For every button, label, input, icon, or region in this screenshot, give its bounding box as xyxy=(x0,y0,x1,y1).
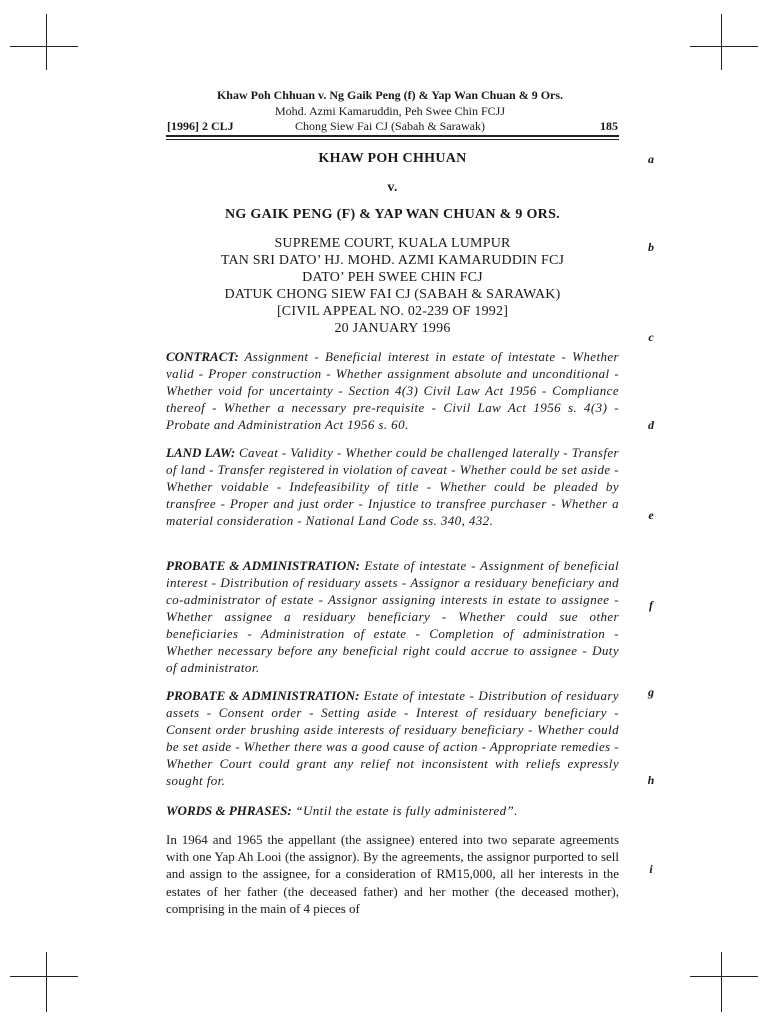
court-line: 20 JANUARY 1996 xyxy=(334,321,451,336)
margin-letter: d xyxy=(648,418,654,432)
crop-mark xyxy=(10,976,78,977)
catchword-heading: CONTRACT: xyxy=(166,349,239,364)
margin-letter: b xyxy=(648,240,654,254)
court-line: DATUK CHONG SIEW FAI CJ (SABAH & SARAWAK) xyxy=(224,287,561,302)
page-number: 185 xyxy=(600,119,618,133)
running-header-judges: Chong Siew Fai CJ (Sabah & Sarawak) xyxy=(295,119,485,133)
court-line: TAN SRI DATO’ HJ. MOHD. AZMI KAMARUDDIN FCJ xyxy=(220,253,565,268)
margin-letter: e xyxy=(648,508,654,522)
crop-mark xyxy=(46,952,47,1012)
margin-letter: h xyxy=(647,773,655,787)
crop-mark xyxy=(10,46,78,47)
header-rule xyxy=(166,135,619,137)
headnote-body-paragraph: In 1964 and 1965 the appellant (the assignee) entered into two separate agreements with one Yap Ah Looi (the assignor). By the agreements, the assignor purported to sell and assign to the assignee, for a consideration of RM15,000, all her interests in the estates of her father (the deceased father) and her mother (the deceased mother), comprising in the main of 4 pieces of xyxy=(166,832,619,916)
catchword-text: Assignment - Beneficial interest in estate of intestate - Whether valid - Proper construction - Whether assignment absolute and unconditional - Whether void for uncertainty - Section 4(3) Civil Law Act 1956 - Compliance thereof - Whether a necessary pre-requisite - Civil Law Act 1956 s. 4(3) - Probate and Administration Act 1956 s. 60. xyxy=(166,349,619,432)
catchword-paragraph xyxy=(166,687,619,789)
margin-letter: f xyxy=(649,598,653,612)
catchword-heading: LAND LAW: xyxy=(166,445,236,460)
catchword-paragraph xyxy=(166,348,619,433)
case-party-respondents: NG GAIK PENG (F) & YAP WAN CHUAN & 9 ORS. xyxy=(225,207,560,222)
running-header-judges: Mohd. Azmi Kamaruddin, Peh Swee Chin FCJJ xyxy=(275,104,505,118)
case-party-appellant: KHAW POH CHHUAN xyxy=(318,151,467,166)
crop-mark xyxy=(46,14,47,70)
crop-mark xyxy=(690,46,758,47)
court-line: DATO’ PEH SWEE CHIN FCJ xyxy=(302,270,483,285)
catchword-text: Estate of intestate - Distribution of residuary assets - Consent order - Setting aside - Interest of residuary beneficiary - Consent order brushing aside interests of residuary beneficiary - Whether could be set aside - Whether there was a good cause of action - Appropriate remedies - Whether Court could grant any relief not inconsistent with reliefs expressly sought for. xyxy=(166,688,619,788)
crop-mark xyxy=(690,976,758,977)
catchword-text: “Until the estate is fully administered”. xyxy=(295,803,518,818)
court-line: [CIVIL APPEAL NO. 02-239 OF 1992] xyxy=(276,304,509,319)
catchword-paragraph xyxy=(166,557,619,676)
crop-mark xyxy=(721,14,722,70)
margin-letter: a xyxy=(648,152,654,166)
catchword-heading: PROBATE & ADMINISTRATION: xyxy=(166,558,360,573)
catchword-heading: WORDS & PHRASES: xyxy=(166,803,292,818)
crop-mark xyxy=(721,952,722,1012)
margin-letter: i xyxy=(649,862,653,876)
catchword-text: Caveat - Validity - Whether could be challenged laterally - Transfer of land - Transfer registered in violation of caveat - Whether could be set aside - Whether voidable - Indefeasibility of title - Whether could be pleaded by transfree - Proper and just order - Injustice to transfree purchaser - Whether a material consideration - National Land Code ss. 340, 432. xyxy=(166,445,619,528)
margin-letter: g xyxy=(648,685,654,699)
catchword-paragraph xyxy=(166,444,619,529)
catchword-heading: PROBATE & ADMINISTRATION: xyxy=(166,688,360,703)
header-rule xyxy=(166,139,619,140)
running-header-title: Khaw Poh Chhuan v. Ng Gaik Peng (f) & Yap Wan Chuan & 9 Ors. xyxy=(216,88,564,102)
catchword-text: Estate of intestate - Assignment of beneficial interest - Distribution of residuary assets - Assignor a residuary beneficiary and co-administrator of estate - Assignor assigning interests in estate to assignee - Whether assignee a residuary beneficiary - Whether could sue other beneficiaries - Administration of estate - Completion of administration - Whether necessary before any beneficial right could accrue to assignee - Duty of administrator. xyxy=(166,558,619,675)
margin-letter: c xyxy=(648,330,654,344)
catchword-paragraph xyxy=(166,802,619,819)
case-versus: v. xyxy=(387,180,398,195)
law-report-citation: [1996] 2 CLJ xyxy=(167,119,234,133)
court-line: SUPREME COURT, KUALA LUMPUR xyxy=(274,236,511,251)
